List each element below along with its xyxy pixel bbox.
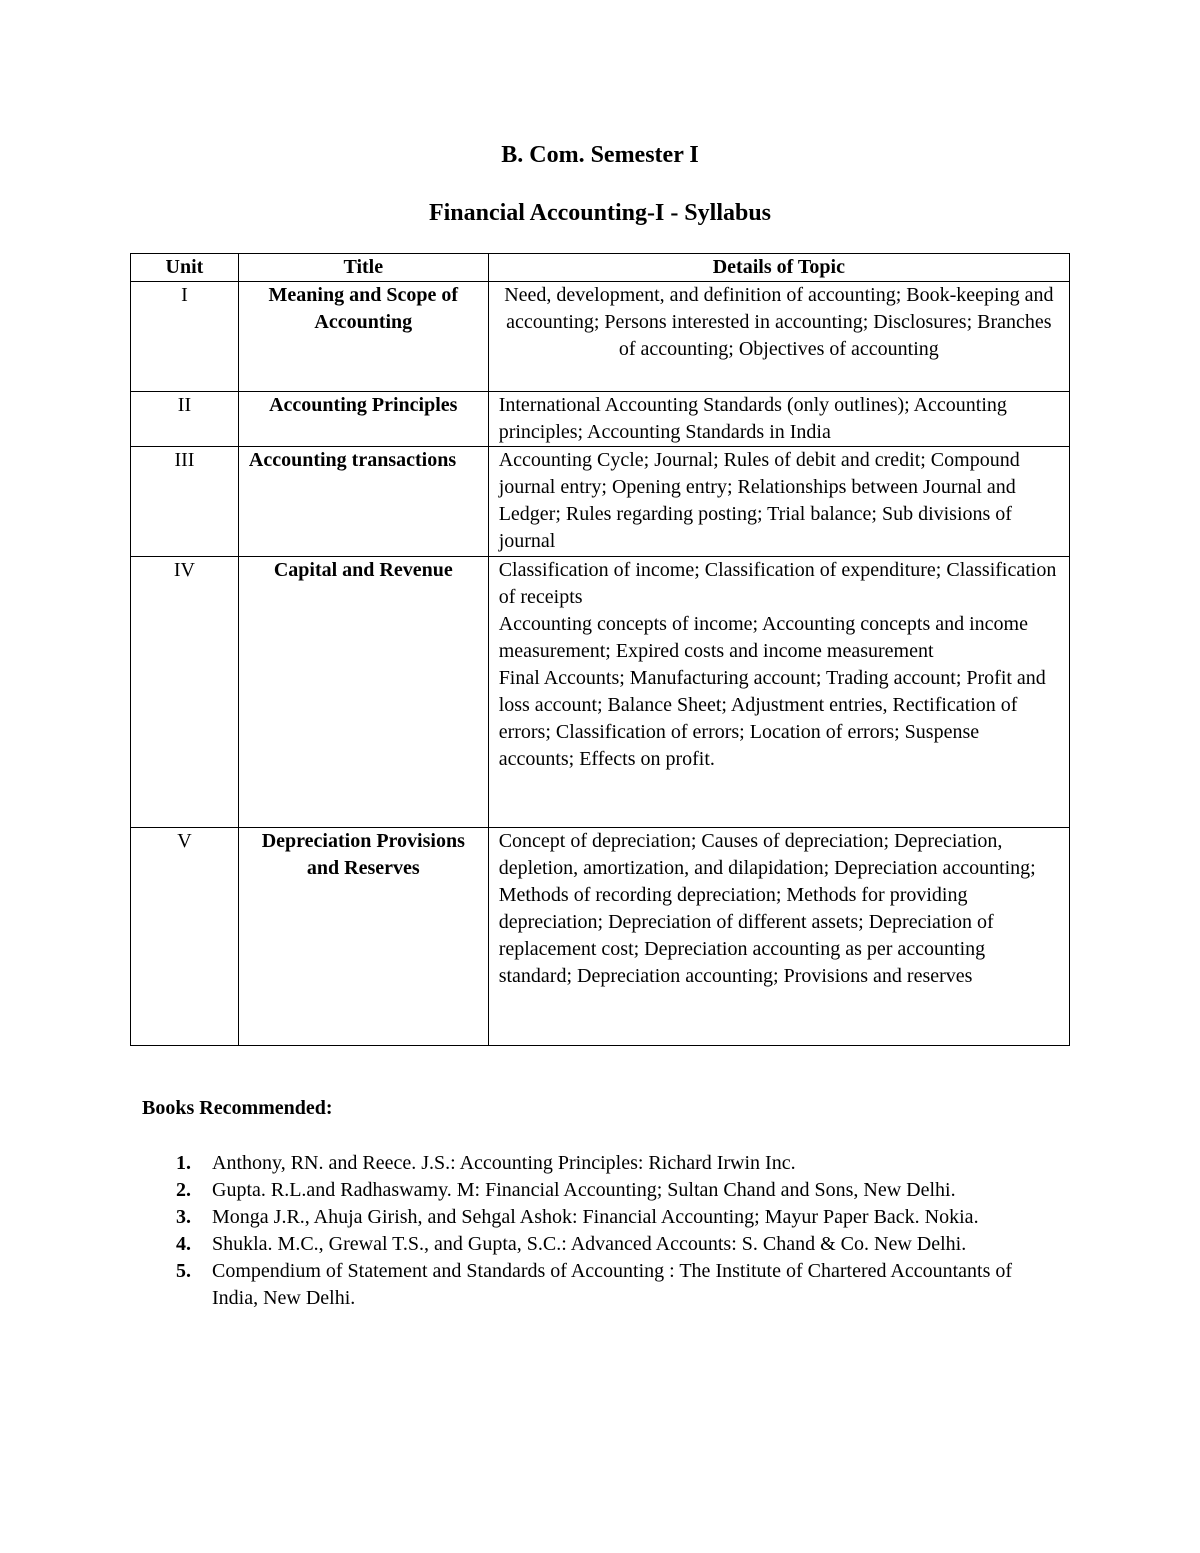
unit-cell: I (131, 282, 239, 392)
list-number: 5. (176, 1260, 191, 1282)
unit-cell: II (131, 392, 239, 447)
details-cell (488, 392, 1069, 447)
document-subtitle: Financial Accounting-I - Syllabus (428, 200, 772, 226)
details-text: Final Accounts; Manufacturing account; Trading account; Profit and loss account; Balance Sheet; Adjustment entries, Rectification of errors; Classification of errors; Location of errors; Suspense accounts; Effects on profit. (498, 667, 1046, 770)
list-number: 2. (176, 1179, 191, 1201)
book-text: Gupta. R.L.and Radhaswamy. M: Financial Accounting; Sultan Chand and Sons, New Delhi. (212, 1179, 956, 1201)
table-row (131, 447, 1070, 557)
title-cell: Accounting transactions (238, 447, 488, 557)
document-title: B. Com. Semester I (501, 142, 699, 168)
list-number: 3. (176, 1206, 191, 1228)
details-cell (488, 447, 1069, 557)
details-text: Need, development, and definition of accounting; Book-keeping and accounting; Persons interested in accounting; Disclosures; Branches of accounting; Objectives of accounting (504, 284, 1054, 360)
details-cell (488, 557, 1069, 828)
header-unit: Unit (131, 254, 239, 282)
list-item (142, 1204, 1042, 1231)
list-item (142, 1177, 1042, 1204)
header-details: Details of Topic (488, 254, 1069, 282)
unit-cell: V (131, 828, 239, 1046)
syllabus-table (130, 253, 1070, 1046)
table-row (131, 282, 1070, 392)
list-item (142, 1231, 1042, 1258)
title-cell: Depreciation Provisions and Reserves (238, 828, 488, 1046)
table-row (131, 557, 1070, 828)
book-text: Anthony, RN. and Reece. J.S.: Accounting Principles: Richard Irwin Inc. (212, 1152, 796, 1174)
header-title: Title (238, 254, 488, 282)
list-number: 4. (176, 1233, 191, 1255)
unit-cell: IV (131, 557, 239, 828)
book-text: Compendium of Statement and Standards of Accounting : The Institute of Chartered Accountants of India, New Delhi. (212, 1260, 1013, 1309)
book-text: Monga J.R., Ahuja Girish, and Sehgal Ashok: Financial Accounting; Mayur Paper Back. Nokia. (212, 1206, 979, 1228)
details-text: Accounting concepts of income; Accounting concepts and income measurement; Expired costs and income measurement (498, 613, 1028, 662)
unit-cell: III (131, 447, 239, 557)
books-list (142, 1150, 1042, 1312)
list-number: 1. (176, 1152, 191, 1174)
details-text: Accounting Cycle; Journal; Rules of debit and credit; Compound journal entry; Opening entry; Relationships between Journal and Ledger; Rules regarding posting; Trial balance; Sub divisions of journal (498, 449, 1020, 552)
details-cell (488, 828, 1069, 1046)
details-text: Classification of income; Classification of expenditure; Classification of receipts (498, 559, 1057, 608)
title-cell: Meaning and Scope of Accounting (238, 282, 488, 392)
table-header-row (131, 254, 1070, 282)
title-cell: Capital and Revenue (238, 557, 488, 828)
list-item (142, 1150, 1042, 1177)
books-heading: Books Recommended: (142, 1097, 333, 1119)
details-cell (488, 282, 1069, 392)
table-row (131, 828, 1070, 1046)
title-cell: Accounting Principles (238, 392, 488, 447)
book-text: Shukla. M.C., Grewal T.S., and Gupta, S.C.: Advanced Accounts: S. Chand & Co. New Delhi. (212, 1233, 967, 1255)
details-text: International Accounting Standards (only outlines); Accounting principles; Accounting Standards in India (498, 394, 1007, 443)
table-row (131, 392, 1070, 447)
details-text: Concept of depreciation; Causes of depreciation; Depreciation, depletion, amortization, and dilapidation; Depreciation accounting; Methods of recording depreciation; Methods for providing depreciation; Depreciation of different assets; Depreciation of replacement cost; Depreciation accounting as per accounting standard; Depreciation accounting; Provisions and reserves (498, 830, 1036, 987)
list-item (142, 1258, 1042, 1312)
